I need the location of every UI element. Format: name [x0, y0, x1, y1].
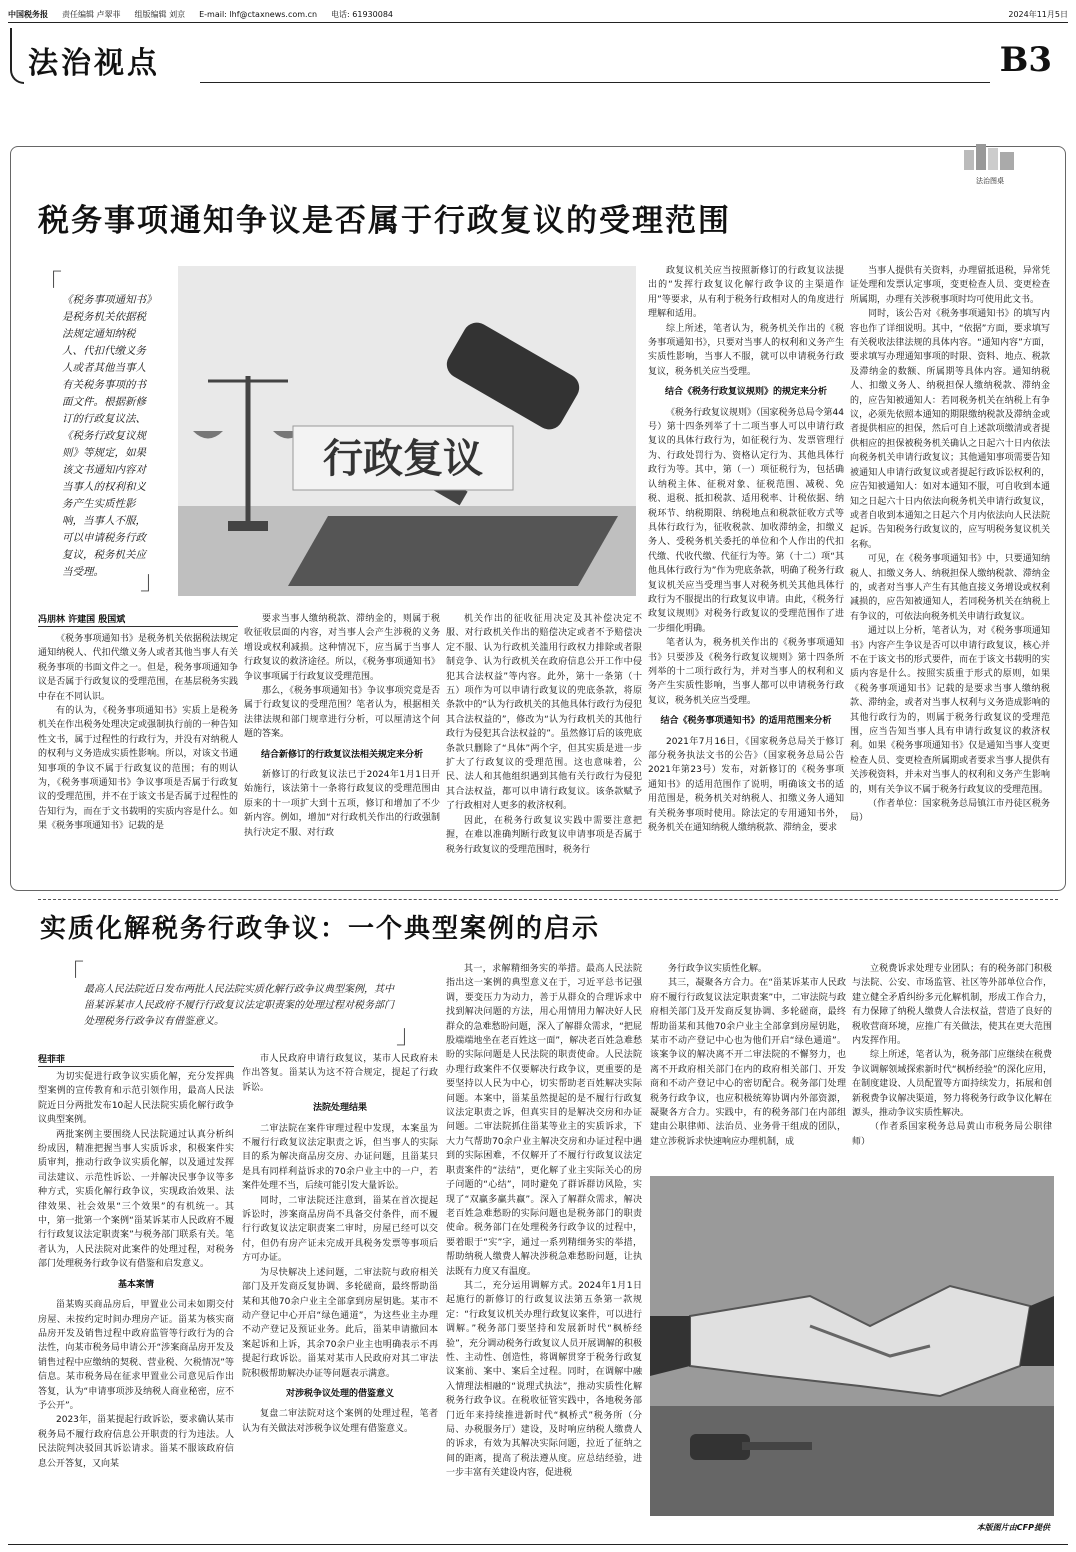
paragraph: 务行政争议实质性化解。 — [668, 964, 768, 974]
paragraph: （作者单位：国家税务总局镇江市丹徒区税务局） — [850, 799, 1050, 824]
paragraph: 有的认为，《税务事项通知书》实质上是税务机关在作出税务处理决定或强制执行前的一种告知性文书，属于过程性的行政行为，并没有对纳税人的权利与义务造成实质性影响。所以，对该文书通知事项的争议不属于行政复议的范围；有的则认为，《税务事项通知书》争议事项是否属于行政复议的受理范围，并不在于该文书是否属于过程性的告知行为，而在于文书载明的实质内容是什么。如果《税务事项通知书》记载的是 — [38, 706, 238, 832]
header-curve — [10, 28, 24, 84]
article-divider — [38, 899, 1058, 900]
paragraph: 复盘二审法院对这个案例的处理过程，笔者认为有关做法对涉税争议处理有借鉴意义。 — [242, 1409, 438, 1434]
phone: 电话: 61930084 — [331, 9, 394, 19]
paragraph: 同时，该公告对《税务事项通知书》的填写内容也作了详细说明。其中，“依据”方面，要求填写有关税收法律法规的具体内容。“通知内容”方面，要求填写办理通知事项的时限、资料、地点、税款及滞纳金的数额、所属期等具体内容。通知纳税人、扣缴义务人、纳税担保人缴纳税款、滞纳金的，应告知被通知人：若同税务机关在纳税上有争议，必须先依照本通知的期限缴纳税款及滞纳金或者提供相应的担保，然后可自上述款项缴清或者提供相应的担保被税务机关确认之日起六十日内依法向税务机关申请行政复议；其他通知事项需要告知被通知人申请行政复议或者提起行政诉讼权利的，应告知被通知人：如对本通知不服，可自收到本通知之日起六十日内依法向税务机关申请行政复议，或者自收到本通知之日起六个月内依法向人民法院起诉。告知税务行政复议的，应写明税务复议机关名称。 — [850, 309, 1050, 550]
article2-lead: 最高人民法院近日发布两批人民法院实质化解行政争议典型案例，其中甾某诉某市人民政府不履行行政复议法定职责案的处理过程对税务部门处理税务行政争议有借鉴意义。 — [84, 984, 394, 1027]
paragraph: 通过以上分析，笔者认为，对《税务事项通知书》内容产生争议是否可以申请行政复议，核心并不在于该文书的形式要件，而在于该文书载明的实质内容是什么。按照实质重于形式的原则，如果《税务事项通知书》记载的是要求当事人缴纳税款、滞纳金，或者对当事人权利与义务造成影响的其他行政行为的，则属于税务行政复议的受理范围，应当告知当事人具有申请行政复议的救济权利。如果《税务事项通知书》仅是通知当事人变更检查人员、变更检查所属期或者要求当事人提供有关涉税资料，并未对当事人的权利和义务产生影响的，则有关争议不属于税务行政复议的受理范围。 — [850, 626, 1050, 795]
paper-name: 中国税务报 — [8, 9, 48, 19]
paragraph: 2021年7月16日，《国家税务总局关于修订部分税务执法文书的公告》（国家税务总局公告2021年第23号）发布，对新修订的《税务事项通知书》的适用范围作了说明，明确该文书的适用范围是，税务机关对纳税人、扣缴义务人通知有关税务事项时使用。除法定的专用通知书外，税务机关在通知纳税人缴纳税款、滞纳金，要求 — [648, 736, 844, 834]
article1-col2 — [244, 612, 440, 882]
article2-col1 — [38, 1070, 234, 1540]
paragraph: 其二，充分运用调解方式。2024年1月1日起施行的新修订的行政复议法第五条第一款规定：“行政复议机关办理行政复议案件，可以进行调解。”税务部门要坚持和发展新时代“枫桥经验”，充分调动税务行政复议人员开展调解的积极性、主动性、创造性，将调解贯穿于税务行政复议案前、案中、案后全过程。同时，在调解中融入情理法相融的“说理式执法”，推动实质性化解税务行政争议。在税收征管实践中，各地税务部门近年来持续推进新时代“枫桥式”税务所（分局、办税服务厅）建设，及时响应纳税人缴费人的诉求，有效为其解决实际问题，拉近了征纳之间的距离，提高了税法遵从度。应总结经验，进一步丰富有关建设内容，促进税 — [446, 1280, 642, 1479]
paragraph: 其三，凝聚各方合力。在“甾某诉某市人民政府不履行行政复议法定职责案”中，二审法院与政府相关部门及开发商反复协调、多轮磋商，最终帮助甾某和其他70余户业主全部拿到房屋钥匙，某市不动产登记中心也为他们开启“绿色通道”。该案争议的解决离不开二审法院的不懈努力，也离不开政府相关部门在内的政府相关部门、开发商和不动产登记中心的密切配合。税务部门处理税务行政争议，也应积极统筹协调内外部资源，凝聚各方合力。实践中，有的税务部门在内部组建由公职律师、法治员、业务骨干组成的团队，建立涉税诉求快速响应办理机制，成 — [650, 978, 846, 1147]
paragraph: 那么，《税务事项通知书》争议事项究竟是否属于行政复议的受理范围？笔者认为，根据相关法律法规和部门规章进行分析，可以厘清这个问题的答案。 — [244, 686, 440, 740]
quote-open-icon: 「 — [36, 270, 63, 300]
column-logo — [960, 140, 1040, 185]
photo-credit: 本版图片由CFP提供 — [976, 1523, 1050, 1532]
subheading: 结合《税务行政复议规则》的规定来分析 — [664, 387, 827, 398]
header-rule — [200, 82, 990, 83]
article1-col1 — [38, 632, 238, 882]
editor: 责任编辑 卢翠菲 — [62, 9, 121, 19]
article2-col2 — [242, 1052, 438, 1540]
article1-title: 税务事项通知争议是否属于行政复议的受理范围 — [38, 203, 731, 239]
paragraph: 《税务事项通知书》是税务机关依据税法规定通知纳税人、代扣代缴义务人或者其他当事人有关税务事项的书面文件之一。但是，税务事项通知争议是否属于行政复议的受理范围，在基层税务实践中存在不同认识。 — [38, 634, 238, 702]
article1-photo — [178, 266, 636, 596]
article1-col3 — [446, 612, 642, 882]
paragraph: 综上所述，笔者认为，税务部门应继续在税费争议调解领域探索新时代“枫桥经验”的深化应用，在制度建设、人员配置等方面持续发力，拓展和创新税费争议解决渠道，努力将税务行政争议化解在源头，推动争议实质性解决。 — [852, 1050, 1052, 1119]
article2-title: 实质化解税务行政争议：一个典型案例的启示 — [40, 914, 601, 944]
paragraph: 要求当事人缴纳税款、滞纳金的，则属于税收征收层面的内容，对当事人会产生涉税的义务增设或权利减损。这种情况下，应当属于当事人行政复议的救济途径。所以，《税务事项通知书》争议事项属于行政复议受理范围。 — [244, 614, 440, 682]
paragraph: 同时，二审法院还注意到，甾某在首次提起诉讼时，涉案商品房尚不具备交付条件，而不履行行政复议法定职责案二审时，房屋已经可以交付，但仍有房产证未完成开具税务发票等事项后方可办证。 — [242, 1195, 438, 1264]
section-title: 法治视点 — [28, 46, 160, 81]
article1-col4 — [648, 264, 844, 882]
paragraph: 因此，在税务行政复议实践中需要注意把握，在难以准确判断行政复议申请事项是否属于税务行政复议的受理范围时，税务行 — [446, 815, 642, 855]
paragraph: 新修订的行政复议法已于2024年1月1日开始施行，该法第十一条将行政复议的受理范围由原来的十一项扩大到十五项，修订和增加了不少新内容。例如，增加“对行政机关作出的行政强制执行决定不服、对行政 — [244, 770, 440, 838]
paragraph: 市人民政府申请行政复议，某市人民政府未作出答复。甾某认为这不符合规定，提起了行政诉讼。 — [242, 1054, 438, 1093]
paragraph: 二审法院在案件审理过程中发现，本案虽为不履行行政复议法定职责之诉，但当事人的实际目的系为解决商品房交房、办证问题，且甾某只是具有同样利益诉求的70余户业主中的一户，若案件处理不当，后续可能引发大量诉讼。 — [242, 1123, 438, 1192]
paragraph: 综上所述，笔者认为，税务机关作出的《税务事项通知书》，只要对当事人的权利和义务产生实质性影响，当事人不服，就可以申请税务行政复议，税务机关应当受理。 — [648, 323, 844, 377]
book-icon — [960, 140, 1020, 172]
article1-lead: 《税务事项通知书》是税务机关依据税法规定通知纳税人、代扣代缴义务人或者其他当事人有关税务事项的书面文件。根据新修订的行政复议法、《税务行政复议规则》等规定，如果该文书通知内容对当事人的权利和义务产生实质性影响，当事人不服，可以申请税务行政复议，税务机关应当受理。 — [62, 294, 152, 578]
article2-col5 — [852, 962, 1052, 1162]
page-number: B3 — [999, 40, 1052, 80]
paragraph: 其一，求解精细务实的举措。最高人民法院指出这一案例的典型意义在于，习近平总书记强调，要变压力为动力，善于从群众的合理诉求中找到解决问题的方法，用心用情用力解决好人民群众的急难愁盼问题，深入了解群众需求，“把屁股端端地坐在老百姓这一面”，解决老百姓急难愁盼的实际问题是人民法院的职责使命。人民法院办理行政案件不仅要解决行政争议，更重要的是要坚持以人民为中心，切实帮助老百姓解决实际问题。本案中，甾某虽然提起的是不履行行政复议法定职责之诉，但真实目的是解决交房和办证问题。二审法院抓住甾某等业主的实质诉求，下大力气帮助70余户业主解决交房和办证过程中遇到的实际困难，不仅解开了不履行行政复议法定职责案件的“法结”，更化解了业主实际关心的房子问题的“心结”，同时避免了群诉群访风险，实现了“双赢多赢共赢”。深入了解群众需求，解决老百姓急难愁盼的实际问题也是税务部门的职责使命。税务部门在处理税务行政争议的过程中，要着眼于“实”字，通过一系列精细务实的举措，帮助纳税人缴费人解决涉税急难愁盼问题，让执法既有力度又有温度。 — [446, 964, 642, 1277]
paragraph: 笔者认为，税务机关作出的《税务事项通知书》只要涉及《税务行政复议规则》第十四条所列举的十二项行政行为，并对当事人的权利和义务产生实质性影响，当事人都可以申请税务行政复议，税务机关应当受理。 — [648, 638, 844, 706]
designer: 组版编辑 刘京 — [134, 9, 186, 19]
quote-close-icon: 」 — [396, 1020, 423, 1050]
paragraph: 政复议机关应当按照新修订的行政复议法提出的“发挥行政复议化解行政争议的主渠道作用”等要求，从有利于税务行政相对人的角度进行理解和适用。 — [648, 266, 844, 320]
paragraph: 2023年，甾某提起行政诉讼，要求确认某市税务局不履行政府信息公开职责的行为违法。人民法院判决驳回其诉讼请求。甾某不服该政府信息公开答复，又向某 — [38, 1415, 234, 1469]
paragraph: 为尽快解决上述问题，二审法院与政府相关部门及开发商反复协调、多轮磋商，最终帮助甾某和其他70余户业主全部拿到房屋钥匙。某市不动产登记中心开启“绿色通道”，为这些业主办理不动产登记及预证业务。此后，甾某申请撤回本案起诉和上诉，其余70余户业主也明确表示不再提起行政诉讼。甾某对某市人民政府对其二审法院积极帮助解决办证等问题表示满意。 — [242, 1267, 438, 1379]
top-rule — [8, 22, 1068, 23]
issue-date: 2024年11月5日 — [1008, 9, 1068, 19]
paragraph: （作者系国家税务总局黄山市税务局公职律师） — [852, 1122, 1052, 1147]
paragraph: 为切实促进行政争议实质化解，充分发挥典型案例的宣传教育和示范引领作用，最高人民法院近日分两批发布10起人民法院实质化解行政争议典型案例。 — [38, 1072, 234, 1126]
quote-open-icon: 「 — [58, 960, 85, 990]
subheading: 基本案情 — [117, 1279, 154, 1290]
paragraph: 可见，在《税务事项通知书》中，只要通知纳税人、扣缴义务人、纳税担保人缴纳税款、滞纳金的，或者对当事人产生有其他直接义务增设或权利减损的，应告知被通知人，若同税务机关在纳税上有争议的，可依法向税务机关申请行政复议。 — [850, 554, 1050, 622]
paragraph: 甾某购买商品房后，甲置业公司未如期交付房屋、未按约定时间办理房产证。甾某为核实商品房开发及销售过程中政府监管等行政行为的合法性，向某市税务局申请公开“涉案商品房开发及销售过程中应缴纳的契税、营业税、欠税情况”等信息。某市税务局在征求甲置业公司意见后作出答复，认为“申请事项涉及纳税人商业秘密，应不予公开”。 — [38, 1300, 234, 1411]
article2-photo — [650, 1176, 1054, 1516]
subheading: 法院处理结果 — [312, 1103, 367, 1114]
quote-close-icon: 」 — [140, 566, 167, 596]
photo-text: 行政复议 — [323, 435, 483, 482]
subheading: 结合新修订的行政复议法相关规定来分析 — [260, 749, 423, 760]
subheading: 结合《税务事项通知书》的适用范围来分析 — [660, 716, 832, 727]
article2-col4 — [650, 962, 846, 1162]
paragraph: 机关作出的征收征用决定及其补偿决定不服、对行政机关作出的赔偿决定或者不予赔偿决定不服、认为行政机关滥用行政权力排除或者限制竞争、认为行政机关在政府信息公开工作中侵犯其合法权益”等内容。此外，第十一条第（十五）项作为可以申请行政复议的兜底条款，将原条款中的“认为行政机关的其他具体行政行为侵犯其合法权益的”，修改为“认为行政机关的其他行政行为侵犯其合法权益的”。虽然修订后的该兜底条款只删除了“具体”两个字，但其实质是进一步扩大了行政复议的受理范围。这也意味着，公民、法人和其他组织遇到其他有关行政行为侵犯其合法权益，都可以申请行政复议。该条款赋予了行政相对人更多的救济权利。 — [446, 614, 642, 812]
article1-authors: 冯朋林 许建国 殷国斌 — [38, 612, 238, 627]
paragraph: 两批案例主要围绕人民法院通过认真分析纠纷成因，精准把握当事人实质诉求，积极案件实质审判，推动行政争议实质化解，以及通过发挥司法建议、示范性诉讼、一并解决民事争议等多种方式，实质化解行政争议，实现政治效果、法律效果、社会效果“三个效果”的有机统一。其中，第一批第一个案例“甾某诉某市人民政府不履行行政复议法定职责案”与税务部门联系有关。笔者认为，人民法院对此案件的处理过程，对税务部门处理税务行政争议有借鉴和启发意义。 — [38, 1129, 234, 1270]
subheading: 对涉税争议处理的借鉴意义 — [285, 1388, 394, 1399]
paragraph: 《税务行政复议规则》（国家税务总局令第44号）第十四条列举了十二项当事人可以申请行政复议的具体行政行为，如征税行为、发票管理行为、行政处罚行为、资格认定行为、其他具体行政行为等。其中，第（一）项征税行为，包括确认纳税主体、征税对象、征税范围、减税、免税、退税、抵扣税款、适用税率、计税依据、纳税环节、纳税期限、纳税地点和税款征收方式等具体行政行为，征收税款、加收滞纳金，扣缴义务人、受税务机关委托的单位和个人作出的代扣代缴、代收代缴、代征行为等。第（十二）项“其他具体行政行为”作为兜底条款，明确了税务行政复议机关应当受理当事人对税务机关其他具体行政行为不服提出的行政复议申请。由此，《税务行政复议规则》对税务行政复议的受理范围作了进一步细化明确。 — [648, 407, 844, 634]
masthead — [8, 6, 1068, 22]
paragraph: 当事人提供有关资料，办理留抵退税，异常凭证处理和发票认定事项，变更检查人员、变更检查所属期，办理有关涉税事项时均可使用此文书。 — [850, 266, 1050, 305]
article2-author: 程菲菲 — [38, 1052, 234, 1067]
logo-caption: 法治图桌 — [976, 177, 1004, 185]
bottom-rule — [8, 1544, 1068, 1545]
email: E-mail: lhf@ctaxnews.com.cn — [199, 9, 318, 19]
article1-col5 — [850, 264, 1050, 882]
paragraph: 立税费诉求处理专业团队；有的税务部门积极与法院、公安、市场监管、社区等外部单位合作，建立健全矛盾纠纷多元化解机制，形成工作合力，有力保障了纳税人缴费人合法权益，营造了良好的税收营商环境，应推广有关做法，使其在更大范围内发挥作用。 — [852, 964, 1052, 1047]
article2-col3 — [446, 962, 642, 1540]
